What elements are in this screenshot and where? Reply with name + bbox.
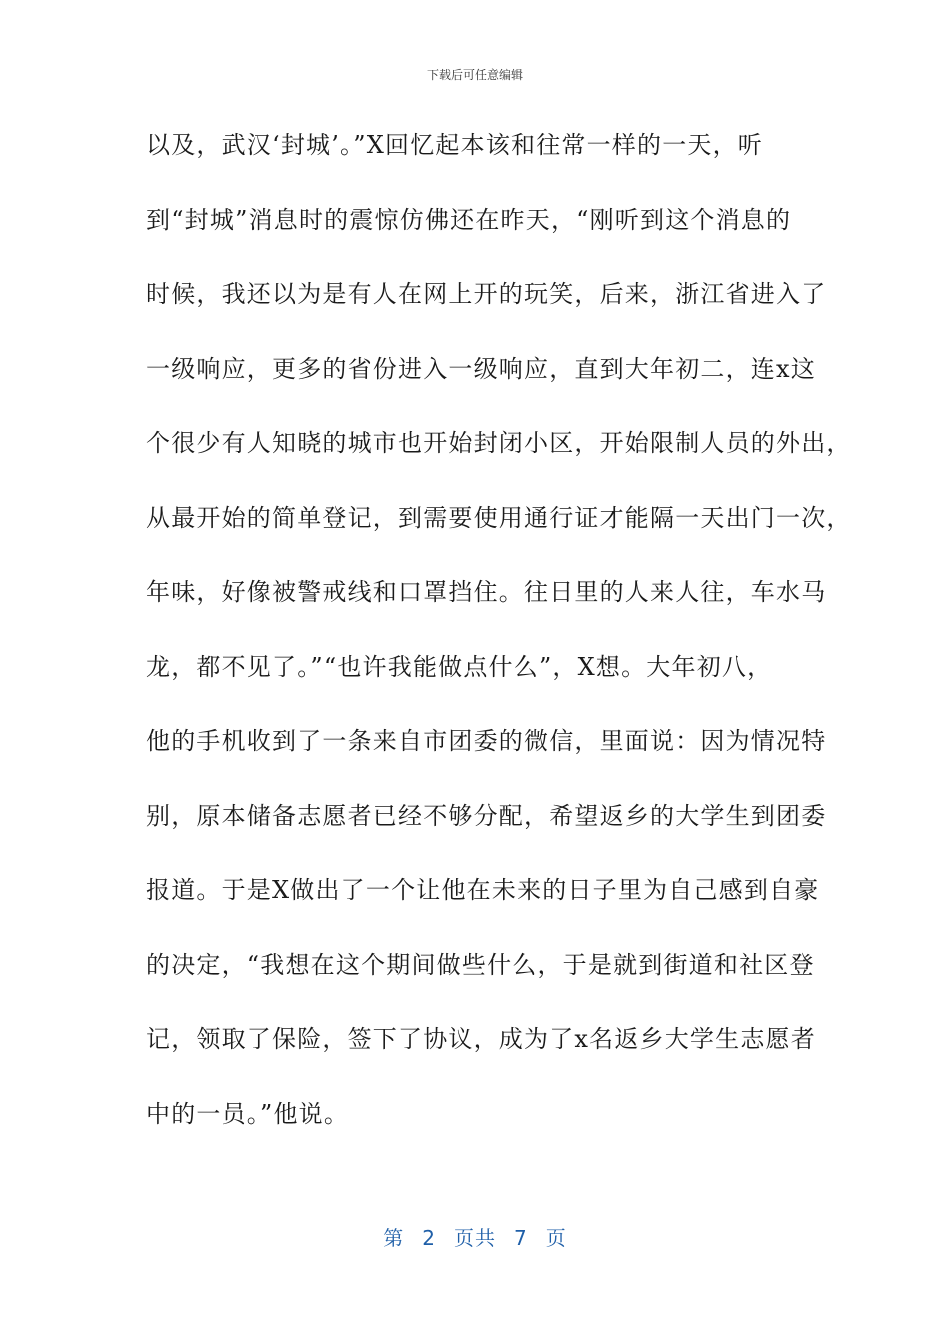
- body-line: 以及，武汉‘封城’。”X回忆起本该和往常一样的一天，听: [146, 131, 764, 159]
- body-line: 个很少有人知晓的城市也开始封闭小区，开始限制人员的外出，: [146, 429, 852, 457]
- footer-suffix: 页: [545, 1226, 567, 1250]
- body-line: 时候，我还以为是有人在网上开的玩笑，后来，浙江省进入了: [146, 280, 827, 308]
- document-body: [146, 118, 852, 1161]
- page-header: 下载后可任意编辑: [426, 68, 523, 82]
- body-line: 一级响应，更多的省份进入一级响应，直到大年初二，连x这: [146, 354, 816, 383]
- footer-prefix: 第: [383, 1226, 405, 1250]
- body-line: 中的一员。”他说。: [146, 1099, 350, 1128]
- body-line: 到“封城”消息时的震惊仿佛还在昨天，“刚听到这个消息的: [146, 205, 792, 234]
- body-line: 报道。于是X做出了一个让他在未来的日子里为自己感到自豪: [146, 876, 820, 904]
- page-number-footer: [0, 1222, 950, 1251]
- body-line: 他的手机收到了一条来自市团委的微信，里面说：因为情况特: [146, 727, 827, 755]
- body-line: 记，领取了保险，签下了协议，成为了x名返乡大学生志愿者: [146, 1025, 816, 1053]
- body-line: 从最开始的简单登记，到需要使用通行证才能隔一天出门一次，: [146, 503, 852, 532]
- body-line: 的决定，“我想在这个期间做些什么，于是就到街道和社区登: [146, 950, 815, 979]
- current-page-number: 2: [422, 1226, 436, 1250]
- footer-middle: 页共: [454, 1226, 496, 1250]
- body-line: 年味，好像被警戒线和口罩挡住。往日里的人来人往，车水马: [146, 578, 827, 606]
- total-page-count: 7: [514, 1226, 528, 1250]
- body-line: 龙，都不见了。”“也许我能做点什么”，X想。大年初八，: [146, 652, 773, 681]
- body-line: 别，原本储备志愿者已经不够分配，希望返乡的大学生到团委: [146, 801, 827, 830]
